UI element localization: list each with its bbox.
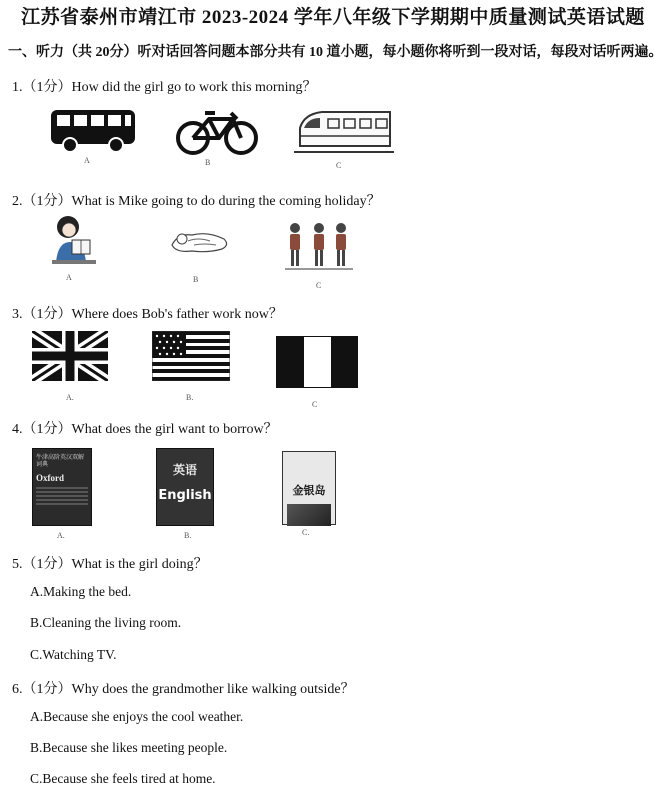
book-title: 牛津高阶英汉双解词典 xyxy=(36,454,85,468)
option-label: A. xyxy=(66,393,74,402)
option-label: C xyxy=(336,161,342,170)
hiking-kids-icon xyxy=(285,220,353,272)
option-label: C. xyxy=(302,528,310,537)
question-3: 3.（1分）Where does Bob's father work now？ xyxy=(12,307,283,322)
uk-flag-icon xyxy=(32,331,108,381)
bicycle-icon xyxy=(175,107,259,157)
option-label: C xyxy=(316,281,322,290)
question-4: 4.（1分）What does the girl want to borrow？ xyxy=(12,422,278,437)
english-book-icon xyxy=(156,448,214,526)
option-c: C.Because she feels tired at home. xyxy=(30,771,216,786)
option-a: A.Making the bed. xyxy=(30,584,132,599)
train-icon xyxy=(294,106,394,158)
us-flag-icon xyxy=(152,331,230,381)
option-c: C.Watching TV. xyxy=(30,647,117,662)
boy-reading-icon xyxy=(50,214,100,266)
option-label: C xyxy=(312,400,318,409)
option-label: A. xyxy=(57,531,65,540)
book-subtitle: English xyxy=(158,488,212,503)
section-heading: 一、听力（共 20分）听对话回答问题本部分共有 10 道小题，每小题你将听到一段对话，每段对话听两遍。 xyxy=(8,45,663,60)
treasure-island-book-icon xyxy=(282,451,336,525)
option-b: B.Because she likes meeting people. xyxy=(30,740,228,755)
question-2: 2.（1分）What is Mike going to do during the coming holiday？ xyxy=(12,194,381,209)
book-subtitle: Oxford xyxy=(36,473,64,483)
france-flag-icon xyxy=(276,336,358,388)
option-b: B.Cleaning the living room. xyxy=(30,615,182,630)
oxford-dictionary-icon xyxy=(32,448,92,526)
question-5: 5.（1分）What is the girl doing？ xyxy=(12,557,208,572)
option-a: A.Because she enjoys the cool weather. xyxy=(30,709,244,724)
question-1: 1.（1分）How did the girl go to work this morning？ xyxy=(12,80,317,95)
option-label: A xyxy=(84,156,90,165)
option-label: A xyxy=(66,273,72,282)
page-title: 江苏省泰州市靖江市 2023-2024 学年八年级下学期期中质量测试英语试题 xyxy=(21,7,645,28)
book-title: 金银岛 xyxy=(292,484,326,497)
sleeping-icon xyxy=(168,227,230,255)
option-label: B. xyxy=(184,531,192,540)
book-title: 英语 xyxy=(172,463,197,477)
option-label: B. xyxy=(186,393,194,402)
bus-icon xyxy=(48,108,138,154)
question-6: 6.（1分）Why does the grandmother like walking outside？ xyxy=(12,682,355,697)
option-label: B xyxy=(205,158,211,167)
option-label: B xyxy=(193,275,199,284)
